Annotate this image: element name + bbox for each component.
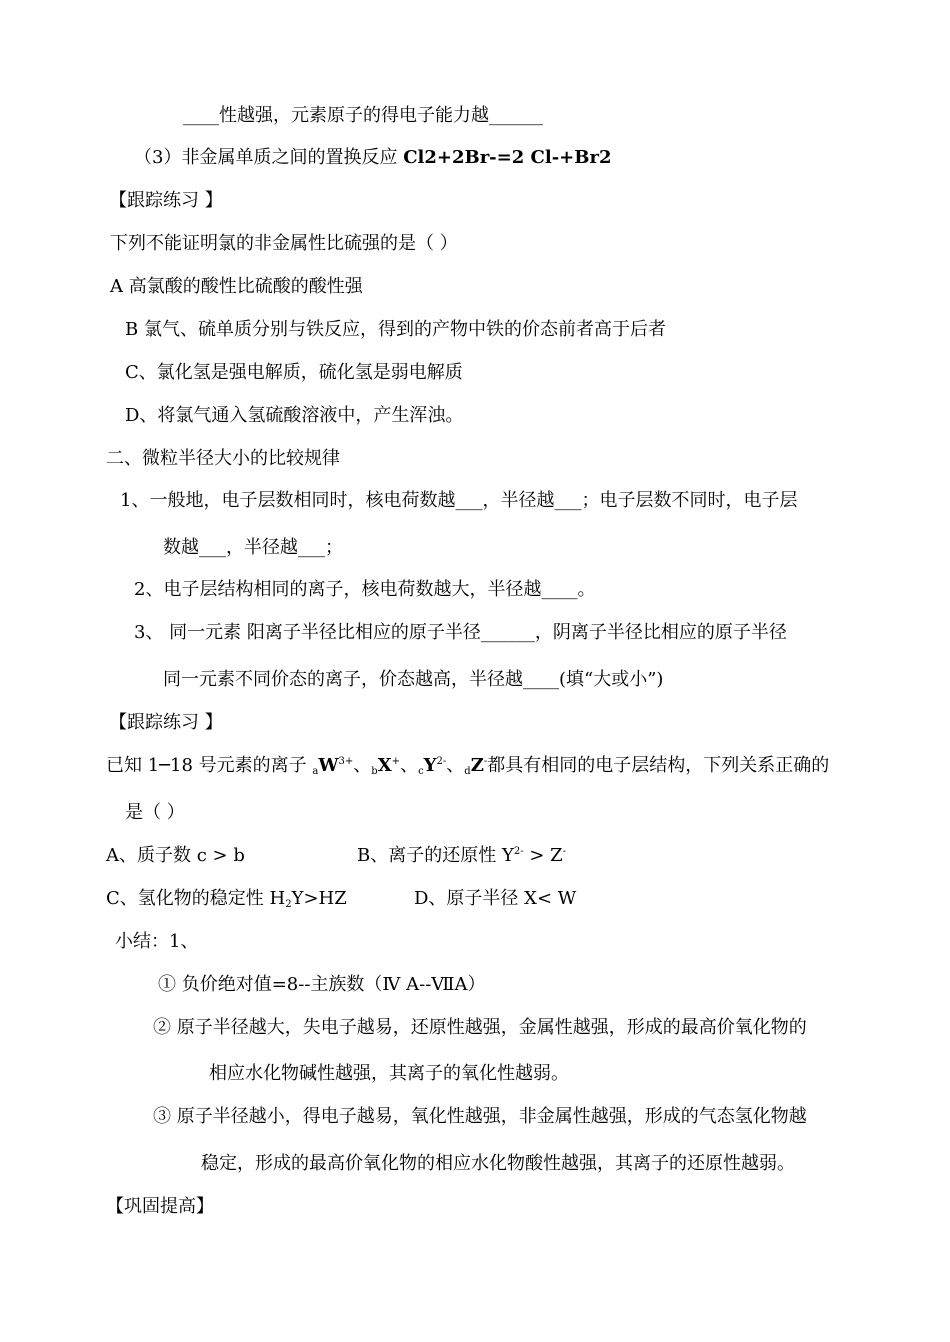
summary-item-3: ③ 原子半径越小，得电子越易，氧化性越强，非金属性越强，形成的气态氢化物越: [153, 1106, 807, 1127]
rule-item-3: 3、 同一元素 阳离子半径比相应的原子半径______，阴离子半径比相应的原子半径: [134, 622, 787, 643]
superscript: 3+: [338, 756, 354, 767]
text-span: 、: [353, 755, 372, 776]
subscript: 2: [285, 899, 292, 910]
question-stem: 下列不能证明氯的非金属性比硫强的是（ ）: [110, 233, 458, 254]
ion-symbol: Y: [423, 755, 437, 776]
text-span: 都具有相同的电子层结构，下列关系正确的: [487, 755, 830, 776]
summary-item-1: ① 负价绝对值=8--主族数（Ⅳ A--ⅦA）: [158, 974, 486, 995]
text-span: Y>HZ: [291, 888, 347, 909]
option-b: B 氯气、硫单质分别与铁反应，得到的产物中铁的价态前者高于后者: [125, 319, 666, 340]
ion-symbol: X: [377, 755, 392, 776]
section-label: 【巩固提高】: [106, 1196, 214, 1217]
superscript: 2-: [513, 846, 524, 857]
superscript: +: [391, 756, 401, 767]
question-stem: [106, 753, 829, 779]
rule-item-1-cont: 数越___，半径越___；: [163, 537, 343, 558]
text-span: （3）非金属单质之间的置换反应: [134, 147, 404, 168]
text-line: [134, 145, 611, 171]
summary-item-3-cont: 稳定，形成的最高价氧化物的相应水化物酸性越强，其离子的还原性越弱。: [201, 1153, 795, 1174]
summary-item-2: ② 原子半径越大，失电子越易，还原性越强，金属性越强，形成的最高价氧化物的: [153, 1017, 807, 1038]
subscript: c: [418, 766, 424, 777]
summary-label: 小结：1、: [115, 931, 199, 952]
text-span: B、离子的还原性 Y: [357, 845, 514, 866]
option-c: C、氯化氢是强电解质，硫化氢是弱电解质: [125, 362, 463, 383]
option-c: [106, 886, 347, 912]
text-line: ____性越强，元素原子的得电子能力越______: [183, 105, 543, 126]
option-d: D、原子半径 X< W: [414, 888, 577, 909]
section-label: 【跟踪练习 】: [109, 190, 223, 211]
subscript: a: [312, 766, 319, 777]
option-a: A、质子数 c > b: [106, 845, 245, 866]
text-span: C、氢化物的稳定性 H: [106, 888, 286, 909]
text-span: 已知 1─18 号元素的离子: [106, 755, 313, 776]
section-heading: 二、微粒半径大小的比较规律: [106, 448, 340, 469]
text-span: 、: [400, 755, 419, 776]
superscript: -: [562, 846, 567, 857]
subscript: d: [464, 766, 471, 777]
option-d: D、将氯气通入氢硫酸溶液中，产生浑浊。: [125, 405, 464, 426]
option-b: [357, 843, 566, 869]
rule-item-2: 2、电子层结构相同的离子，核电荷数越大，半径越____。: [134, 579, 596, 600]
text-span: > Z: [523, 845, 563, 866]
superscript: 2-: [436, 756, 447, 767]
rule-item-3-cont: 同一元素不同价态的离子，价态越高，半径越____(填“大或小”): [163, 669, 664, 690]
text-span: 、: [446, 755, 465, 776]
summary-item-2-cont: 相应水化物碱性越强，其离子的氧化性越弱。: [209, 1063, 569, 1084]
option-a: A 高氯酸的酸性比硫酸的酸性强: [110, 276, 363, 297]
superscript: -: [483, 756, 488, 767]
rule-item-1: 1、一般地，电子层数相同时，核电荷数越___，半径越___；电子层数不同时，电子层: [120, 490, 798, 511]
ion-symbol: W: [318, 755, 339, 776]
equation: Cl2+2Br-=2 Cl-+Br2: [403, 147, 612, 168]
question-stem-cont: 是（ ）: [125, 802, 185, 823]
subscript: b: [371, 766, 378, 777]
ion-symbol: Z: [470, 755, 484, 776]
section-label: 【跟踪练习 】: [109, 712, 223, 733]
